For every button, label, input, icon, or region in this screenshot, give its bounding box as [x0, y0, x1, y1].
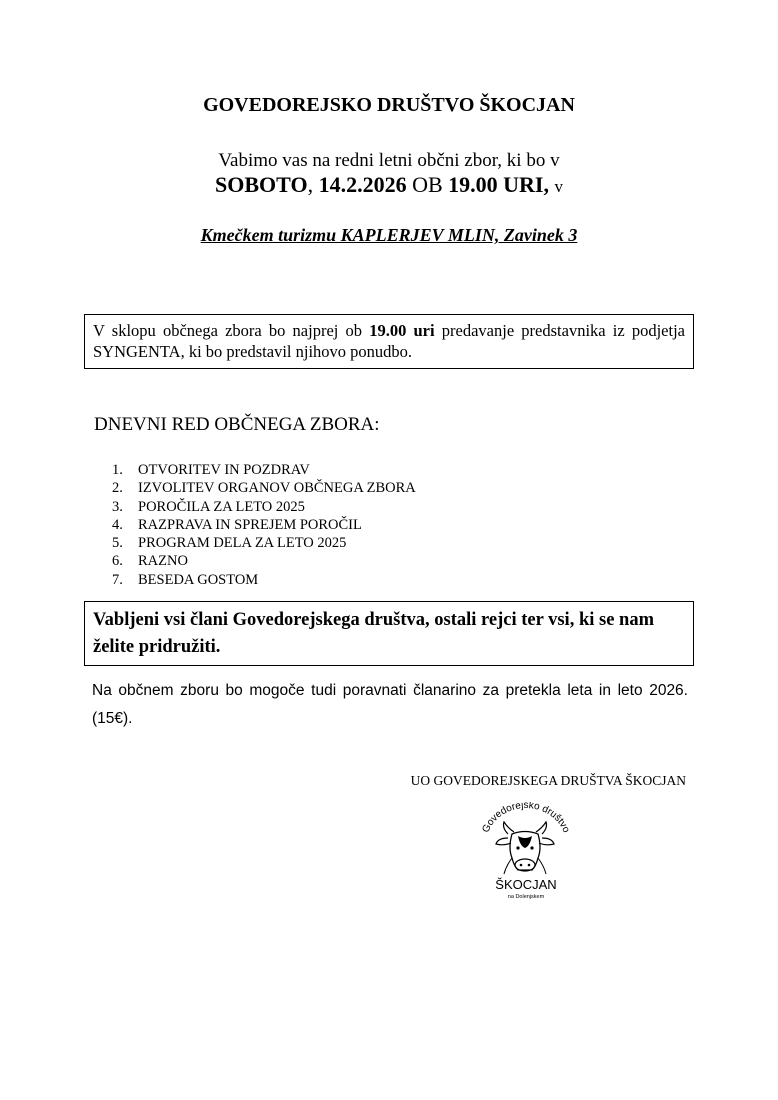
agenda-item: 2. IZVOLITEV ORGANOV OBČNEGA ZBORA [112, 480, 416, 497]
logo-arc-text: Govedorejsko društvo [480, 802, 572, 835]
logo-subtitle: na Dolenjskem [507, 894, 545, 900]
page-title: GOVEDOREJSKO DRUŠTVO ŠKOCJAN [203, 94, 575, 116]
agenda-item: 4. RAZPRAVA IN SPREJEM POROČIL [112, 516, 362, 533]
presentation-post: predavanje predstavnika iz podjetja SYNGENTA, ki bo predstavil njihovo ponudbo. [93, 321, 685, 361]
invitation-at: OB [412, 172, 443, 197]
presentation-time: 19.00 uri [369, 321, 435, 340]
invitation-in: v [554, 177, 563, 196]
agenda-item: 6. RAZNO [112, 553, 188, 570]
agenda-item: 7. BESEDA GOSTOM [112, 571, 259, 588]
invitation-datetime: SOBOTO, 14.2.2026 OB 19.00 URI, v [215, 172, 563, 197]
agenda-list [112, 461, 416, 589]
membership-note: Na občnem zboru bo mogoče tudi poravnati članarino za pretekla leta in leto 2026. (15€). [92, 682, 688, 727]
presentation-pre: V sklopu občnega zbora bo najprej ob [93, 321, 363, 340]
presentation-box [84, 314, 694, 369]
cow-head-logo-icon [478, 802, 574, 902]
agenda-item: 3. POROČILA ZA LETO 2025 [112, 498, 305, 515]
agenda-item: 1. OTVORITEV IN POZDRAV [112, 462, 310, 478]
invitation-time: 19.00 URI, [448, 172, 549, 197]
invitation-line: Vabimo vas na redni letni občni zbor, ki bo v [218, 150, 560, 171]
agenda-item: 5. PROGRAM DELA ZA LETO 2025 [112, 535, 347, 552]
logo-name: ŠKOCJAN [495, 877, 557, 892]
invitation-date: 14.2.2026 [318, 172, 407, 197]
invitation-day: SOBOTO [215, 172, 308, 197]
venue: Kmečkem turizmu KAPLERJEV MLIN, Zavinek 3 [200, 225, 578, 245]
agenda-heading: DNEVNI RED OBČNEGA ZBORA: [94, 414, 380, 435]
society-logo [478, 802, 574, 902]
invitation-all-box: Vabljeni vsi člani Govedorejskega društva, ostali rejci ter vsi, ki se nam želite pridružiti. [84, 601, 694, 666]
signature: UO GOVEDOREJSKEGA DRUŠTVA ŠKOCJAN [410, 773, 686, 788]
